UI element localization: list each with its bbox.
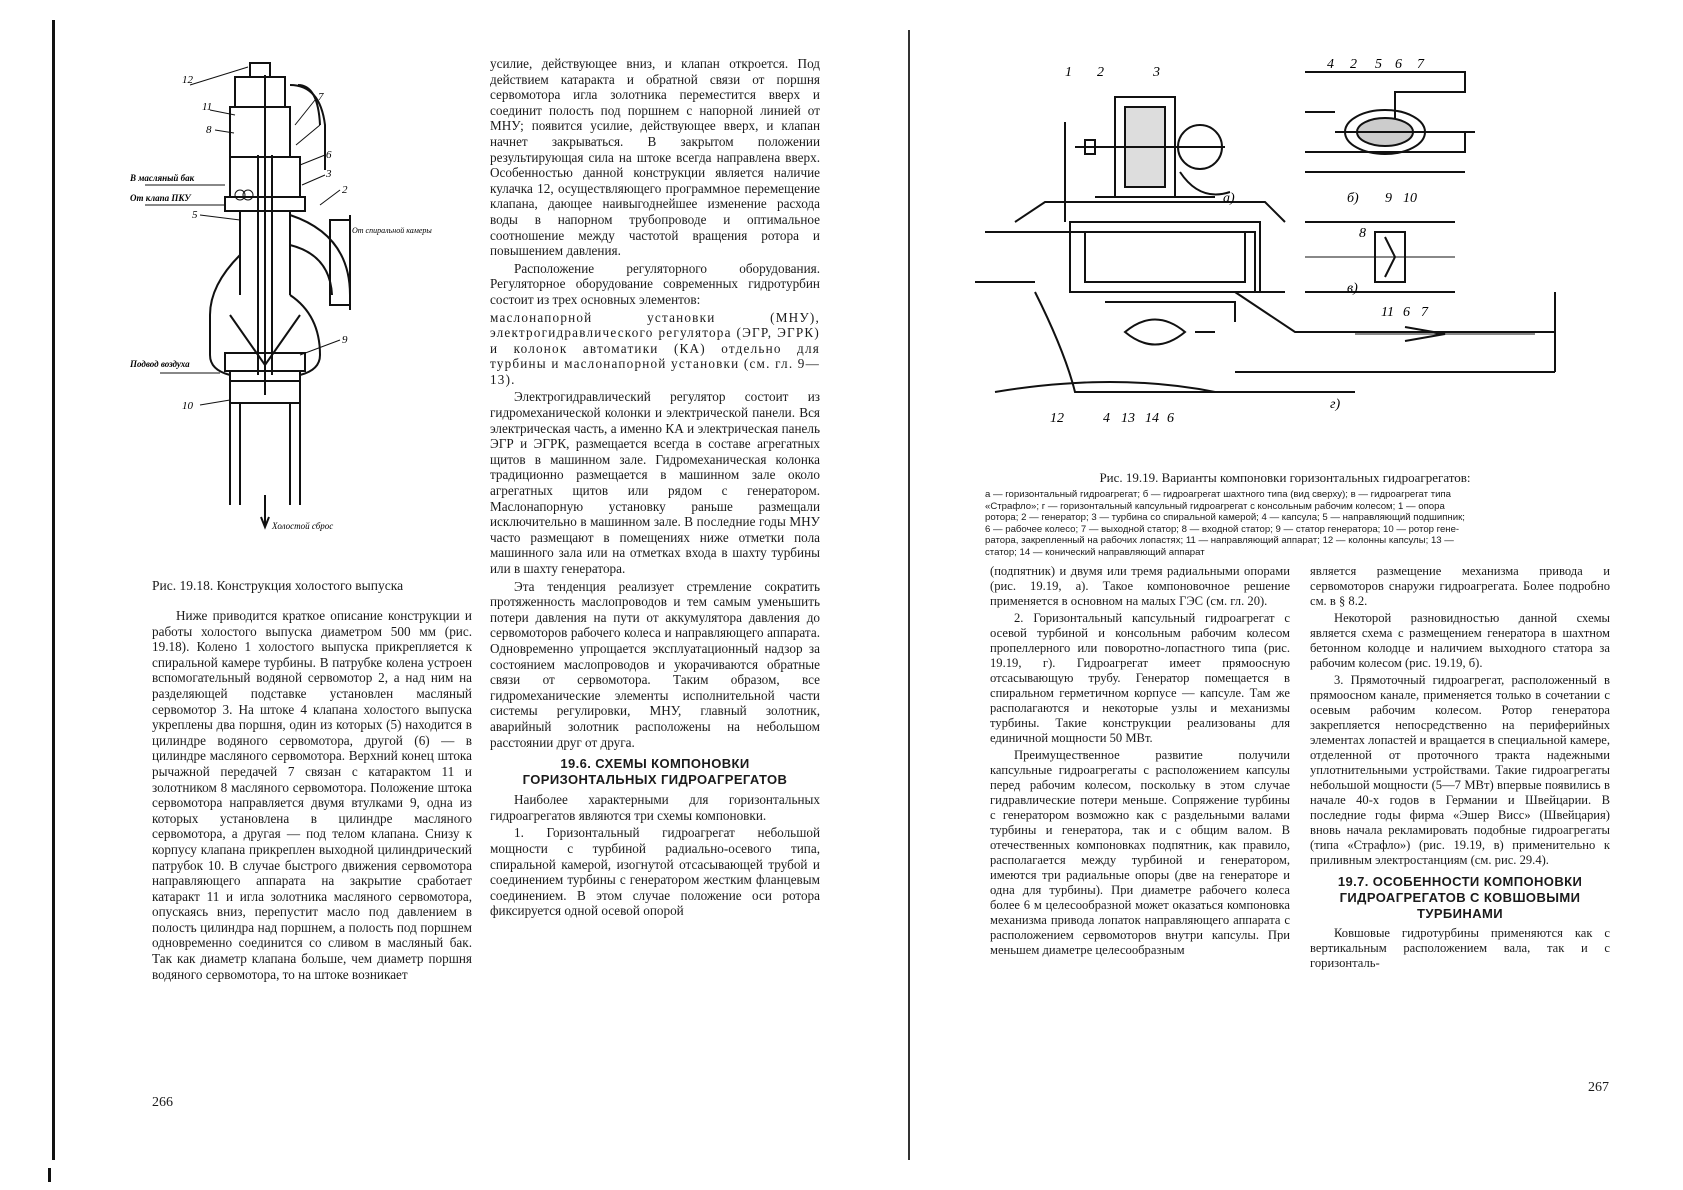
column-3 <box>990 564 1290 958</box>
fig-b-letter: б) <box>1347 191 1359 206</box>
label-oil-tank: В масляный бак <box>130 173 195 183</box>
binding-edge <box>52 20 55 1160</box>
label-spiral-chamber: От спиральной камеры <box>352 226 432 235</box>
paragraph: Преимущественное развитие получили капсульные гидроагрегаты с расположением капсулы перед рабочим колесом, поскольку в этом случае гидравлические потери меньше. Сопряжение турбины с генератором возможно как с раздельными валами турбины и генератора, так и с общим валом. В отечественных компоновках подпятник, как правило, располагается между турбиной и генератором, имеются три радиальные опоры (две на генераторе и одна для турбины). При диаметре рабочего колеса более 6 м целесообразной может оказаться компоновка механизма привода лопаток направляющего аппарата с расположением сервомоторов внутри капсулы. При меньшем диаметре целесообразным <box>990 748 1290 957</box>
fig-v-letter: в) <box>1347 281 1358 296</box>
fig-a-num: 3 <box>1153 65 1160 80</box>
paragraph: (подпятник) и двумя или тремя радиальными опорами (рис. 19.19, а). Такое компоновочное решение применяется в основном на малых ГЭС (см. гл. 20). <box>990 564 1290 608</box>
paragraph: Эта тенденция реализует стремление сократить протяженность маслопроводов и тем самым уменьшить потери давления на пути от аккумулятора давления до сервомоторов рабочего колеса и направляющего аппарата. Одновременно упрощается эксплуатационный надзор за состоянием маслопроводов и укорачиваются обратные связи от сервомотора. Таким образом, все гидромеханические элементы исполнительной части системы регулировки, МНУ, главный золотник, аварийный золотник расположены на небольшом расстоянии друг от друга. <box>490 578 820 750</box>
fig-v-bottom: 11 <box>1381 305 1394 320</box>
legend-line: ратора, закрепленный на рабочих лопастях; 11 — направляющий аппарат; 12 — колонны капсулы; 13 — <box>985 535 1454 547</box>
fig-v-side: 8 <box>1359 226 1366 241</box>
figure-19-19-caption: Рис. 19.19. Варианты компоновки горизонтальных гидроагрегатов: <box>1099 470 1471 485</box>
paragraph: Ниже приводится краткое описание конструкции и работы холостого выпуска диаметром 500 мм (рис. 19.18). Колено 1 холостого выпуска прикрепляется к спиральной камере турбины. В патрубке колена устроен вспомогательный водяной сервомотор 2, а над ним на разделяющей подставке установлен масляный сервомотор 3. На штоке 4 клапана холостого выпуска укреплены два поршня, один из которых (5) находится в цилиндре водяного сервомотора, другой (6) — в цилиндре масляного сервомотора. Верхний конец штока рычажной передачей 7 связан с катарактом 11 и золотником 8 масляного сервомотора. Положение штока сервомотора направляется двумя втулками 9, одна из которых установлена в цилиндре масляного сервомотора, а другая — под телом клапана. Снизу к корпусу клапана прикреплен выходной цилиндрический патрубок 10. В случае быстрого движения сервомотора направляющего аппарата на закрытие сработает катаракт 11 и игла золотника масляного сервомотора, опускаясь вниз, перепустит масло под давлением в полость цилиндра над поршнем, а полость под поршнем одновременно соединится со сливом в масляный бак. Так как диаметр клапана больше, чем диаметр поршня водяного сервомотора, то на штоке возникает <box>152 608 472 982</box>
fig-label-8: 8 <box>206 124 212 136</box>
paragraph: является размещение механизма привода и сервомоторов снаружи гидроагрегата. Более подробно см. в § 8.2. <box>1310 564 1610 608</box>
legend-line: статор; 14 — конический направляющий аппарат <box>985 546 1205 558</box>
column-2 <box>490 56 820 919</box>
column-1 <box>152 608 472 982</box>
heading-line: 19.7. ОСОБЕННОСТИ КОМПОНОВКИ <box>1337 874 1583 889</box>
fig-v-bottom: 7 <box>1421 305 1428 320</box>
section-heading-19-6 <box>490 756 820 788</box>
fig-label-10: 10 <box>182 400 193 412</box>
idle-outlet-drawing <box>130 55 490 535</box>
page-number-left: 266 <box>152 1095 173 1110</box>
fig-b-num: 7 <box>1417 57 1424 72</box>
fig-g-bottom: 4 <box>1103 411 1110 426</box>
figure-19-18 <box>130 55 490 535</box>
fig-g-letter: г) <box>1330 397 1341 412</box>
fig-v-top: 9 <box>1385 191 1392 206</box>
paragraph: усилие, действующее вниз, и клапан откроется. Под действием катаракта и обратной связи от поршня сервомотора игла золотника переместится вверх и соединит полость под поршнем с напорной линией от МНУ; появится усилие, действующее вверх, и клапан начнет закрываться. В закрытом положении результирующая сила на штоке всегда направлена вверх. Особенностью данной конструкции является наличие кулачка 12, осуществляющего программное перемещение клапана, дающее наивыгоднейшее изменение расхода воды в напорном трубопроводе и оптимальное соотношение между частотой вращения ротора и повышением давления. <box>490 56 820 259</box>
fig-label-3: 3 <box>326 168 332 180</box>
fig-b-num: 6 <box>1395 57 1402 72</box>
paragraph: Некоторой разновидностью данной схемы является схема с размещением генератора в шахтном бетонном колодце и наличием выходного статора за рабочим колесом (рис. 19.19, б). <box>1310 611 1610 670</box>
label-air-supply: Подвод воздуха <box>130 359 190 369</box>
fig-a-letter: а) <box>1223 191 1235 206</box>
fig-b-num: 5 <box>1375 57 1382 72</box>
fig-label-2: 2 <box>342 184 348 196</box>
paragraph: 3. Прямоточный гидроагрегат, расположенный в прямоосном канале, применяется только в сочетании с осевым рабочим колесом. Ротор генератора закрепляется непосредственно на периферийных элементах лопастей и вращается в специальной камере, отделенной от проточного тракта надежными уплотнительными устройствами. Такие гидроагрегаты небольшой мощности (5—7 МВт) впервые появились в начале 40-х годов в Германии и Швейцарии. В последние годы фирма «Эшер Висс» (Швейцария) вновь начала рекламировать подобные гидроагрегаты (типа «Страфло») (рис. 19.19, в) применительно к приливным электростанциям (см. рис. 29.4). <box>1310 673 1610 867</box>
legend-line: 6 — рабочее колесо; 7 — выходной статор; 8 — входной статор; 9 — статор генератора; 10 — ротор гене- <box>985 523 1460 535</box>
legend-line: ротора; 2 — генератор; 3 — турбина со спиральной камерой; 4 — капсула; 5 — направляющий подшипник; <box>985 512 1465 524</box>
figure-19-19-legend <box>985 489 1585 559</box>
heading-line: ГОРИЗОНТАЛЬНЫХ ГИДРОАГРЕГАТОВ <box>522 772 788 788</box>
figure-19-19 <box>975 52 1595 462</box>
paragraph: Ковшовые гидротурбины применяются как с вертикальным расположением вала, так и с горизонталь- <box>1310 926 1610 970</box>
heading-line: ГИДРОАГРЕГАТОВ С КОВШОВЫМИ <box>1339 890 1581 905</box>
fig-label-11: 11 <box>202 101 213 113</box>
fig-g-bottom: 13 <box>1121 411 1135 426</box>
section-heading-19-7 <box>1310 874 1610 922</box>
fig-v-bottom: 6 <box>1403 305 1410 320</box>
fig-b-num: 4 <box>1327 57 1334 72</box>
binding-mark <box>48 1168 51 1182</box>
fig-a-num: 1 <box>1065 65 1072 80</box>
fig-g-bottom: 6 <box>1167 411 1174 426</box>
fig-label-9: 9 <box>342 334 348 346</box>
paragraph-spaced: маслонапорной установки (МНУ), электрогидравлического регулятора (ЭГР, ЭГРК) и колонок автоматики (КА) отдельно для турбины и маслонапорной установки (см. гл. 9—13). <box>490 309 820 387</box>
fig-label-12: 12 <box>182 74 193 86</box>
heading-line: 19.6. СХЕМЫ КОМПОНОВКИ <box>560 756 750 772</box>
paragraph: Наиболее характерными для горизонтальных гидроагрегатов являются три схемы компоновки. <box>490 792 820 823</box>
label-idle-discharge: Холостой сброс <box>272 521 334 531</box>
figure-19-18-caption: Рис. 19.18. Конструкция холостого выпуска <box>152 578 404 593</box>
page-number-right: 267 <box>1588 1080 1609 1095</box>
fig-b-num: 2 <box>1350 57 1357 72</box>
fig-label-7: 7 <box>318 91 324 103</box>
fig-a-num: 2 <box>1097 65 1104 80</box>
column-4 <box>1310 564 1610 971</box>
legend-line: а — горизонтальный гидроагрегат; б — гидроагрегат шахтного типа (вид сверху); в — гидроагрегат типа <box>985 489 1452 500</box>
paragraph: Расположение регуляторного оборудования. Регуляторное оборудование современных гидротурбин состоит из трех основных элементов: <box>490 260 820 307</box>
fig-label-6: 6 <box>326 149 332 161</box>
paragraph: 2. Горизонтальный капсульный гидроагрегат с осевой турбиной и консольным рабочим колесом пропеллерного или поворотно-лопастного типа (рис. 19.19, г). Гидроагрегат имеет прямоосную отсасывающую трубу. Генератор помещается в спиральном герметичном корпусе — капсуле. Там же располагаются и некоторые узлы и механизмы турбины. Такие конструкции реализованы для единичной мощности 50 МВт. <box>990 611 1290 745</box>
fig-v-top: 10 <box>1403 191 1417 206</box>
heading-line: ТУРБИНАМИ <box>1417 906 1503 921</box>
fig-label-5: 5 <box>192 209 198 221</box>
legend-line: «Страфло»; г — горизонтальный капсульный гидроагрегат с консольным рабочим колесом; 1 — опора <box>985 500 1445 512</box>
fig-g-bottom: 12 <box>1050 411 1064 426</box>
page-fold-line <box>908 30 910 1160</box>
horizontal-units-drawing <box>975 52 1595 462</box>
fig-g-bottom: 14 <box>1145 411 1159 426</box>
paragraph: 1. Горизонтальный гидроагрегат небольшой мощности с турбиной радиально-осевого типа, спиральной камерой, изогнутой отсасывающей трубой и соединением турбины с генератором жестким фланцевым соединением. В этом случае положение оси ротора фиксируется одной осевой опорой <box>490 825 820 919</box>
paragraph: Электрогидравлический регулятор состоит из гидромеханической колонки и электрической панели. Вся электрическая часть, а именно КА и электрическая панель ЭГР и ЭГРК, размещается всегда в составе агрегатных щитов в машинном зале. Гидромеханическая колонка традиционно размещается в машинном зале около агрегатных щитов или рядом с генератором. Маслонапорную установку раньше размещали исключительно в машинном зале. В последние годы МНУ часто размещают в помещениях ниже отметки пола машинного зала или на отметках входа в шахту турбины или в шахту генератора. <box>490 389 820 576</box>
label-from-pku: От клапа ПКУ <box>130 193 191 203</box>
